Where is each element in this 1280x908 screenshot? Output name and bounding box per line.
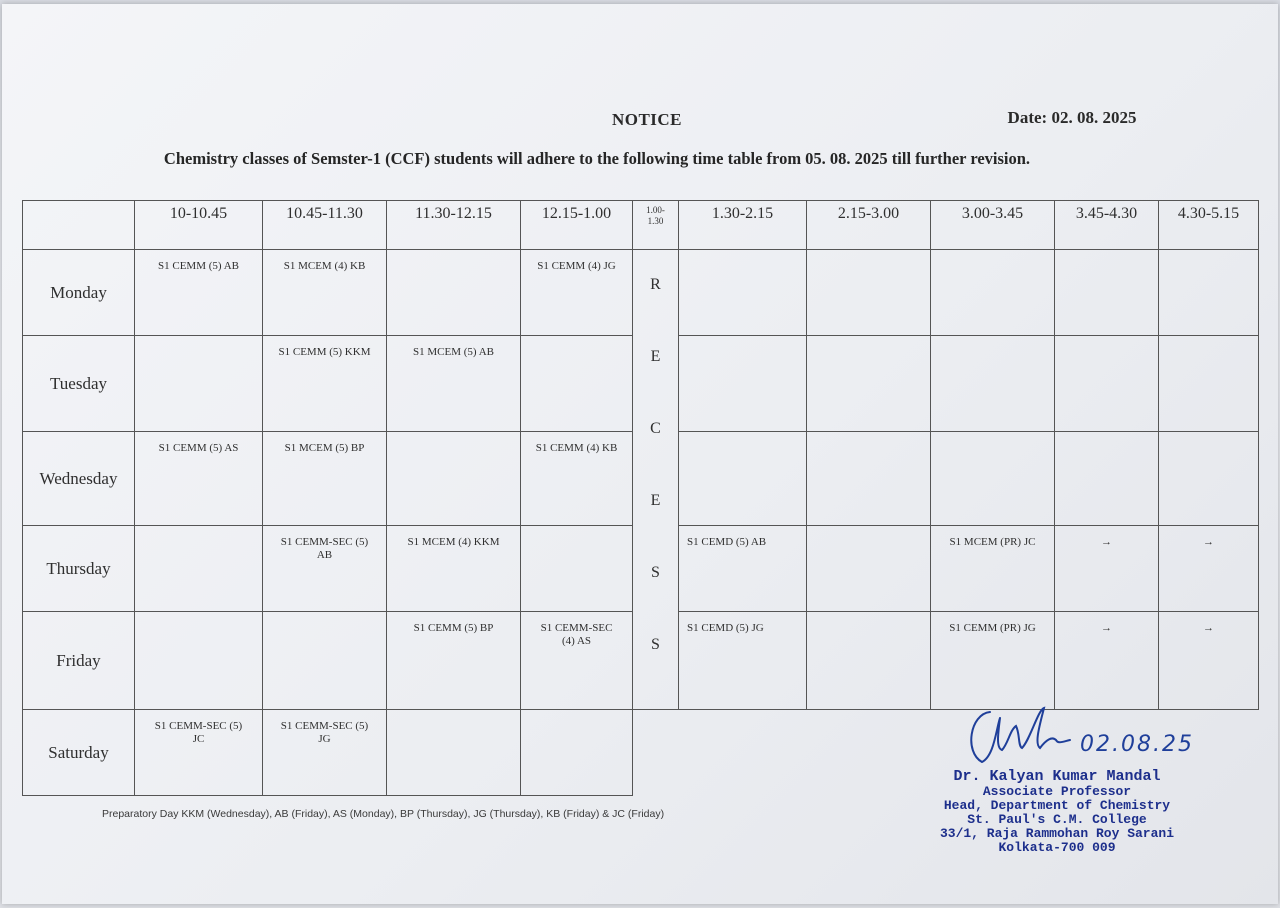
slot-header: 10-10.45 bbox=[135, 201, 263, 250]
class-cell bbox=[135, 336, 263, 432]
day-label: Friday bbox=[23, 612, 135, 710]
class-cell bbox=[807, 336, 931, 432]
class-cell: S1 CEMM-SEC (5) JG bbox=[263, 710, 387, 796]
class-cell bbox=[1055, 432, 1159, 526]
class-cell bbox=[807, 612, 931, 710]
signatory-college: St. Paul's C.M. College bbox=[967, 812, 1147, 827]
class-cell bbox=[387, 710, 521, 796]
class-cell bbox=[135, 612, 263, 710]
recess-letter: E bbox=[650, 348, 661, 365]
class-cell bbox=[1055, 250, 1159, 336]
class-cell: S1 CEMD (5) JG bbox=[679, 612, 807, 710]
class-cell: S1 CEMM (4) KB bbox=[521, 432, 633, 526]
timetable-row-monday bbox=[23, 250, 1259, 336]
slot-header: 3.45-4.30 bbox=[1055, 201, 1159, 250]
class-cell: S1 CEMM-SEC (5) AB bbox=[263, 526, 387, 612]
class-cell: S1 MCEM (5) AB bbox=[387, 336, 521, 432]
class-cell bbox=[807, 526, 931, 612]
class-cell bbox=[679, 250, 807, 336]
slot-header: 4.30-5.15 bbox=[1159, 201, 1259, 250]
preparatory-day-note: Preparatory Day KKM (Wednesday), AB (Friday), AS (Monday), BP (Thursday), JG (Thursday), KB (Friday) & JC (Friday) bbox=[102, 808, 665, 820]
recess-letter: S bbox=[651, 564, 660, 581]
class-cell bbox=[521, 336, 633, 432]
slot-header: 2.15-3.00 bbox=[807, 201, 931, 250]
handwritten-signature bbox=[960, 700, 1080, 770]
class-cell bbox=[387, 432, 521, 526]
class-cell bbox=[135, 526, 263, 612]
continuation-arrow: → bbox=[1159, 612, 1259, 710]
slot-header: 11.30-12.15 bbox=[387, 201, 521, 250]
notice-date: Date: 02. 08. 2025 bbox=[1007, 108, 1137, 127]
class-cell bbox=[1055, 336, 1159, 432]
continuation-arrow: → bbox=[1055, 526, 1159, 612]
slot-header: 12.15-1.00 bbox=[521, 201, 633, 250]
day-label: Saturday bbox=[23, 710, 135, 796]
signatory-department: Head, Department of Chemistry bbox=[943, 798, 1171, 813]
recess-letter: E bbox=[650, 492, 661, 509]
class-cell bbox=[387, 250, 521, 336]
class-cell: S1 CEMM (5) AB bbox=[135, 250, 263, 336]
day-label: Monday bbox=[23, 250, 135, 336]
day-label: Tuesday bbox=[23, 336, 135, 432]
class-cell bbox=[1159, 250, 1259, 336]
class-cell bbox=[1159, 432, 1259, 526]
timetable-header-row bbox=[23, 201, 1259, 250]
class-cell bbox=[931, 336, 1055, 432]
signatory-city: Kolkata-700 009 bbox=[998, 840, 1116, 855]
class-cell: S1 MCEM (5) BP bbox=[263, 432, 387, 526]
class-cell: S1 CEMM-SEC (5) JC bbox=[135, 710, 263, 796]
class-cell bbox=[521, 526, 633, 612]
slot-header: 10.45-11.30 bbox=[263, 201, 387, 250]
class-cell bbox=[1159, 336, 1259, 432]
notice-paper bbox=[2, 4, 1278, 904]
continuation-arrow: → bbox=[1055, 612, 1159, 710]
class-cell: S1 CEMM (5) AS bbox=[135, 432, 263, 526]
class-cell: S1 CEMM (5) BP bbox=[387, 612, 521, 710]
recess-letter: C bbox=[650, 420, 661, 437]
class-cell bbox=[807, 250, 931, 336]
header-corner bbox=[23, 201, 135, 250]
recess-letter: R bbox=[650, 276, 661, 293]
class-cell bbox=[931, 250, 1055, 336]
recess-column bbox=[633, 250, 679, 710]
recess-slot-header: 1.00- 1.30 bbox=[633, 201, 679, 250]
day-label: Thursday bbox=[23, 526, 135, 612]
class-cell bbox=[807, 432, 931, 526]
notice-title: NOTICE bbox=[611, 110, 683, 129]
slot-header: 3.00-3.45 bbox=[931, 201, 1055, 250]
class-cell bbox=[931, 432, 1055, 526]
signatory-name: Dr. Kalyan Kumar Mandal bbox=[953, 768, 1161, 785]
signatory-address: 33/1, Raja Rammohan Roy Sarani bbox=[939, 826, 1175, 841]
continuation-arrow: → bbox=[1159, 526, 1259, 612]
signature-date: 02.08.25 bbox=[1080, 732, 1194, 757]
class-cell: S1 MCEM (4) KB bbox=[263, 250, 387, 336]
slot-header: 1.30-2.15 bbox=[679, 201, 807, 250]
class-cell bbox=[521, 710, 633, 796]
class-cell: S1 MCEM (PR) JC bbox=[931, 526, 1055, 612]
recess-letter: S bbox=[651, 636, 660, 653]
day-label: Wednesday bbox=[23, 432, 135, 526]
class-cell: S1 CEMM (PR) JG bbox=[931, 612, 1055, 710]
class-cell bbox=[263, 612, 387, 710]
class-cell: S1 CEMM (4) JG bbox=[521, 250, 633, 336]
class-cell: S1 MCEM (4) KKM bbox=[387, 526, 521, 612]
notice-intro: Chemistry classes of Semster-1 (CCF) students will adhere to the following time table from 05. 08. 2025 till further revision. bbox=[163, 149, 1031, 168]
class-cell: S1 CEMD (5) AB bbox=[679, 526, 807, 612]
class-cell: S1 CEMM (5) KKM bbox=[263, 336, 387, 432]
signatory-designation: Associate Professor bbox=[982, 784, 1132, 799]
class-cell bbox=[679, 432, 807, 526]
class-cell: S1 CEMM-SEC (4) AS bbox=[521, 612, 633, 710]
signatory-stamp bbox=[917, 768, 1197, 855]
class-cell bbox=[679, 336, 807, 432]
